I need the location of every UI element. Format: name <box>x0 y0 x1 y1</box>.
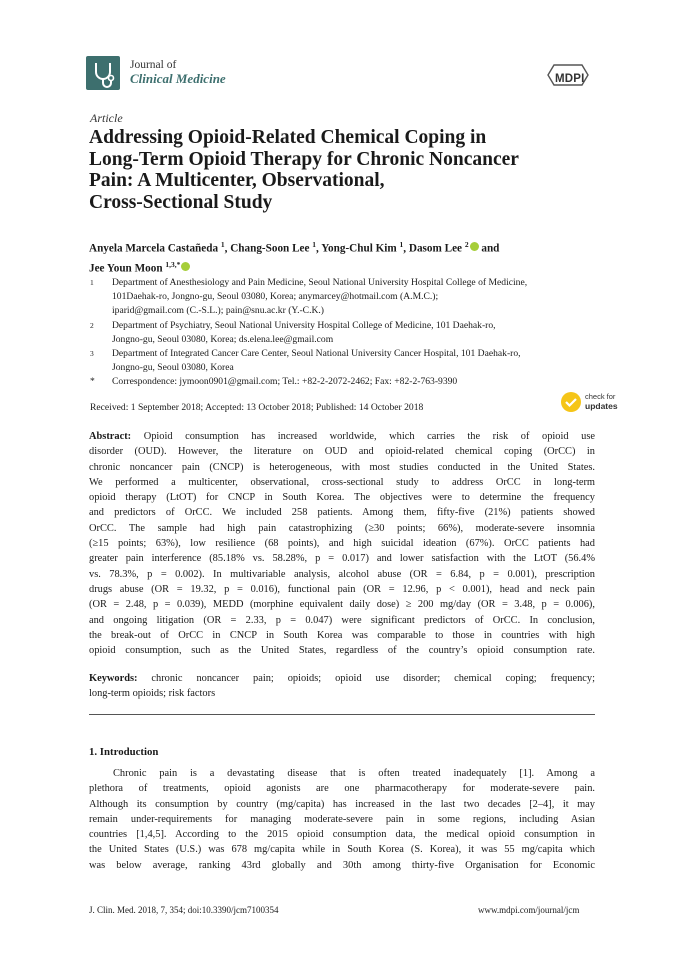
author-name: Dasom Lee <box>408 242 463 255</box>
intro-line: countries [1,4,5]. According to the 2015 opioid consumption data, the medical opioid consumption in <box>89 829 595 841</box>
abstract-line: vs. 78.3%, p = 0.002). In multivariable analysis, alcohol abuse (OR = 6.84, p = 0.001), prescription <box>89 568 595 580</box>
check-updates-line1: check for <box>585 392 616 401</box>
check-for-updates-badge[interactable] <box>561 392 618 416</box>
abstract-line: and ongoing litigation (OR = 2.33, p = 0.047) were significant predictors of OrCC. In conclusion, <box>89 614 595 626</box>
publication-dates: Received: 1 September 2018; Accepted: 13 October 2018; Published: 14 October 2018 <box>90 402 424 413</box>
abstract-line: the break-out of OrCC in CNCP in South Korea was comparable to those in countries with high <box>89 629 595 641</box>
journal-name <box>130 58 226 86</box>
stethoscope-icon <box>86 56 120 90</box>
publisher-name: MDPI <box>555 73 585 85</box>
author-list: Anyela Marcela Castañeda $^1$, Chang-Soon Lee $^1$, Yong-Chul Kim $^1$, Dasom Lee $^2$ and Jee Youn Moon $^{1,3,*}$ <box>89 240 500 275</box>
author-affil-sup: 2 <box>464 240 469 249</box>
affiliation-number: 1 <box>90 278 94 287</box>
article-title <box>89 127 589 213</box>
abstract-line: greater pain interference (85.18% vs. 58.28%, p = 0.017) and lower satisfaction with the LtOT (56.4% <box>89 553 595 565</box>
abstract-line: chronic noncancer pain (CNCP) is heterogeneous, with most studies conducted in the United States. <box>89 461 595 473</box>
intro-line: was below average, ranking 43rd globally and 30th among thirty-five Organisation for Economic <box>89 859 595 871</box>
author-and: and <box>481 242 500 255</box>
author-name: Chang-Soon Lee <box>230 242 310 255</box>
title-line: Addressing Opioid-Related Chemical Coping in <box>89 127 487 148</box>
affiliation-line: Department of Psychiatry, Seoul National University Hospital College of Medicine, 101 Daehak-ro, <box>112 320 496 331</box>
footer-citation: J. Clin. Med. 2018, 7, 354; doi:10.3390/jcm7100354 <box>89 905 279 915</box>
affiliation-line: iparid@gmail.com (C.-S.L.); pain@snu.ac.kr (Y.-C.K.) <box>112 305 324 317</box>
affiliation-number: * <box>90 376 95 387</box>
abstract-line: (≥15 points; 63%), low resilience (68 points), and high suicidal ideation (67%). OrCC patients had <box>89 538 595 550</box>
author-name: Jee Youn Moon <box>89 262 163 275</box>
article-type: Article <box>90 111 123 125</box>
title-line: Long-Term Opioid Therapy for Chronic Noncancer <box>89 148 519 170</box>
abstract-line: and predictors of OrCC. We included 258 patients. Among them, fifty-five (21%) patients showed <box>89 507 595 519</box>
affiliation-number: 2 <box>90 321 94 330</box>
author-affil-sup: 1 <box>399 240 404 249</box>
keywords-label: Keywords: <box>89 673 138 684</box>
intro-line: remain under-requirements for managing moderate-severe pain in some regions, including Asian <box>89 813 595 825</box>
affiliation-line: Correspondence: jymoon0901@gmail.com; Tel.: +82-2-2072-2462; Fax: +82-2-763-9390 <box>112 376 458 387</box>
section-divider <box>89 714 595 715</box>
title-line: Pain: A Multicenter, Observational, <box>89 170 385 191</box>
checkmark-icon <box>561 392 581 412</box>
author-affil-sup: 1 <box>220 240 225 249</box>
journal-name-line2: Clinical Medicine <box>130 71 226 86</box>
author-affil-sup: 1,3,* <box>165 260 181 270</box>
title-line: Cross-Sectional Study <box>89 191 273 213</box>
journal-logo <box>86 56 120 90</box>
author-name: Yong-Chul Kim <box>321 242 397 255</box>
check-updates-line2: updates <box>585 400 618 411</box>
abstract-line: opioid consumption, such as the United States, regardless of the country’s opioid consumption rate. <box>89 645 595 657</box>
author-affil-sup: 1 <box>312 240 317 249</box>
abstract-line: disorder (OUD). However, the literature on OUD and opioid-related chemical coping (OrCC) in <box>89 446 595 458</box>
keywords-line: long-term opioids; risk factors <box>89 688 216 700</box>
section-heading: 1. Introduction <box>89 746 159 758</box>
intro-line: Although its consumption by country (mg/capita) has increased in the last two decades [2–4], it may <box>89 798 595 810</box>
abstract <box>89 429 595 658</box>
affiliation-line: 101Daehak-ro, Jongno-gu, Seoul 03080, Korea; anymarcey@hotmail.com (A.M.C.); <box>112 291 439 303</box>
intro-line: plethora of treatments, opioid agonists are one pharmacotherapy for moderate-severe pain. <box>89 783 595 795</box>
journal-name-line1: Journal of <box>130 59 177 71</box>
abstract-line: opioid therapy (LtOT) for CNCP in South Korea. The objectives were to determine the frequency <box>89 492 595 504</box>
footer-url[interactable]: www.mdpi.com/journal/jcm <box>478 905 580 915</box>
intro-line: Chronic pain is a devastating disease that is often treated inadequately [1]. Among a <box>113 768 595 779</box>
affiliation-number: 3 <box>90 349 94 358</box>
abstract-line: We performed a multicenter, observational, cross-sectional study to address OrCC in long-term <box>89 476 595 488</box>
abstract-line: (OR = 2.48, p = 0.039), MEDD (morphine equivalent daily dose) ≥ 200 mg/day (OR = 3.48, p = 0.006), <box>89 599 595 611</box>
author-name: Anyela Marcela Castañeda <box>89 242 219 255</box>
affiliation-line: Department of Anesthesiology and Pain Medicine, Seoul National University Hospital College of Medicine, <box>112 277 528 288</box>
abstract-line: Opioid consumption has increased worldwide, which carries the risk of opioid use <box>143 431 595 442</box>
orcid-icon[interactable] <box>470 242 479 251</box>
affiliation-line: Department of Integrated Cancer Care Center, Seoul National University Cancer Hospital, 101 Daehak-ro, <box>112 348 521 359</box>
abstract-label: Abstract: <box>89 431 132 442</box>
introduction-paragraph <box>89 766 595 873</box>
keywords-line: chronic noncancer pain; opioids; opioid use disorder; chemical coping; frequency; <box>151 673 595 684</box>
keywords <box>89 671 595 702</box>
intro-line: the United States (U.S.) was 678 mg/capita while in South Korea (S. Korea), it was 55 mg/capita which <box>89 844 595 856</box>
orcid-icon[interactable] <box>181 262 190 271</box>
abstract-line: drugs abuse (OR = 19.32, p = 0.016), functional pain (OR = 12.96, p < 0.001), head and neck pain <box>89 583 595 595</box>
abstract-line: OrCC. The sample had high pain catastrophizing (≥30 points; 66%), moderate-severe insomnia <box>89 522 595 534</box>
affiliation-line: Jongno-gu, Seoul 03080, Korea; ds.elena.lee@gmail.com <box>112 334 334 346</box>
affiliation-line: Jongno-gu, Seoul 03080, Korea <box>112 362 234 374</box>
